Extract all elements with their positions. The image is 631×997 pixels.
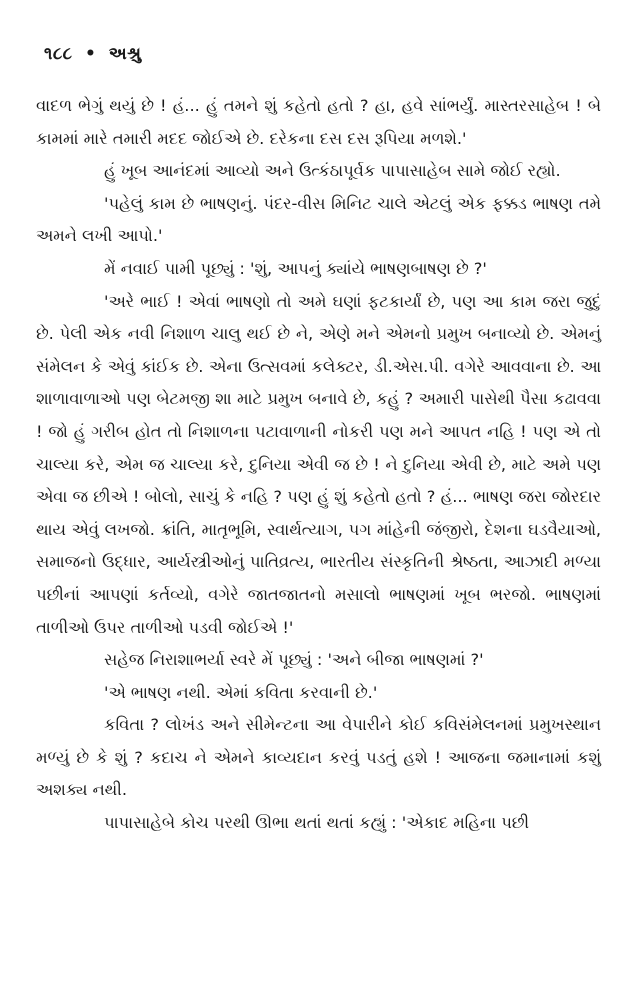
paragraph: સહેજ નિરાશાભર્યા સ્વરે મેં પૂછ્યું : 'અને બીજા ભાષણમાં ?' bbox=[104, 650, 484, 670]
paragraph: 'પહેલું કામ છે ભાષણનું. પંદર-વીસ મિનિટ ચાલે એટલું એક ફક્કડ ભાષણ તમે અમને લખી આપો.' bbox=[36, 193, 601, 246]
page-number: ૧૮૮ bbox=[44, 44, 73, 64]
header-separator: • bbox=[84, 44, 97, 64]
page-body bbox=[36, 90, 601, 840]
paragraph: પાપાસાહેબે કોચ પરથી ઊભા થતાં થતાં કહ્યું : 'એકાદ મહિના પછી bbox=[104, 813, 530, 833]
paragraph: 'એ ભાષણ નથી. એમાં કવિતા કરવાની છે.' bbox=[104, 682, 378, 702]
paragraph: કવિતા ? લોખંડ અને સીમેન્ટના આ વેપારીને કોઈ કવિસંમેલનમાં પ્રમુખસ્થાન મળ્યું છે કે શું ? કદાચ ને એમને કાવ્યદાન કરવું પડતું હશે ! આજના જમાનામાં કશું અશક્ય નથી. bbox=[36, 715, 601, 800]
book-title: અશ્રુ bbox=[108, 44, 142, 64]
running-header bbox=[44, 44, 601, 64]
paragraph: હું ખૂબ આનંદમાં આવ્યો અને ઉત્કંઠાપૂર્વક પાપાસાહેબ સામે જોઈ રહ્યો. bbox=[104, 161, 561, 181]
paragraph: મેં નવાઈ પામી પૂછ્યું : 'શું, આપનું ક્યાંયે ભાષણબાષણ છે ?' bbox=[104, 258, 487, 278]
paragraph: 'અરે ભાઈ ! એવાં ભાષણો તો અમે ઘણાં ફટકાર્યાં છે, પણ આ કામ જરા જુદું છે. પેલી એક નવી નિશાળ ચાલુ થઈ છે ને, એણે મને એમનો પ્રમુખ બનાવ્યો છે. એમનું સંમેલન કે એવું કાંઈક છે. એના ઉત્સવમાં કલેક્ટર, ડી.એસ.પી. વગેરે આવવાના છે. આ શાળાવાળાઓ પણ બેટમજી શા માટે પ્રમુખ બનાવે છે, કહું ? અમારી પાસેથી પૈસા કઢાવવા ! જો હું ગરીબ હોત તો નિશાળના પટાવાળાની નોકરી પણ મને આપત નહિ ! પણ એ તો ચાલ્યા કરે, એમ જ ચાલ્યા કરે, દુનિયા એવી જ છે ! ને દુનિયા એવી છે, માટે અમે પણ એવા જ છીએ ! બોલો, સાચું કે નહિ ? પણ હું શું કહેતો હતો ? હં... ભાષણ જરા જોરદાર થાય એવું લખજો. ક્રાંતિ, માતૃભૂમિ, સ્વાર્થત્યાગ, પગ માંહેની જંજીરો, દેશના ઘડવૈયાઓ, સમાજનો ઉદ્ધાર, આર્યસ્ત્રીઓનું પાતિવ્રત્ય, ભારતીય સંસ્કૃતિની શ્રેષ્ઠતા, આઝાદી મળ્યા પછીનાં આપણાં કર્તવ્યો, વગેરે જાતજાતનો મસાલો ભાષણમાં ખૂબ ભરજો. ભાષણમાં તાળીઓ ઉપર તાળીઓ પડવી જોઈએ !' bbox=[36, 291, 601, 637]
paragraph: વાદળ ભેગું થયું છે ! હં... હું તમને શું કહેતો હતો ? હા, હવે સાંભર્યું. માસ્તરસાહેબ ! બે કામમાં મારે તમારી મદદ જોઈએ છે. દરેકના દસ દસ રૂપિયા મળશે.' bbox=[36, 96, 601, 148]
